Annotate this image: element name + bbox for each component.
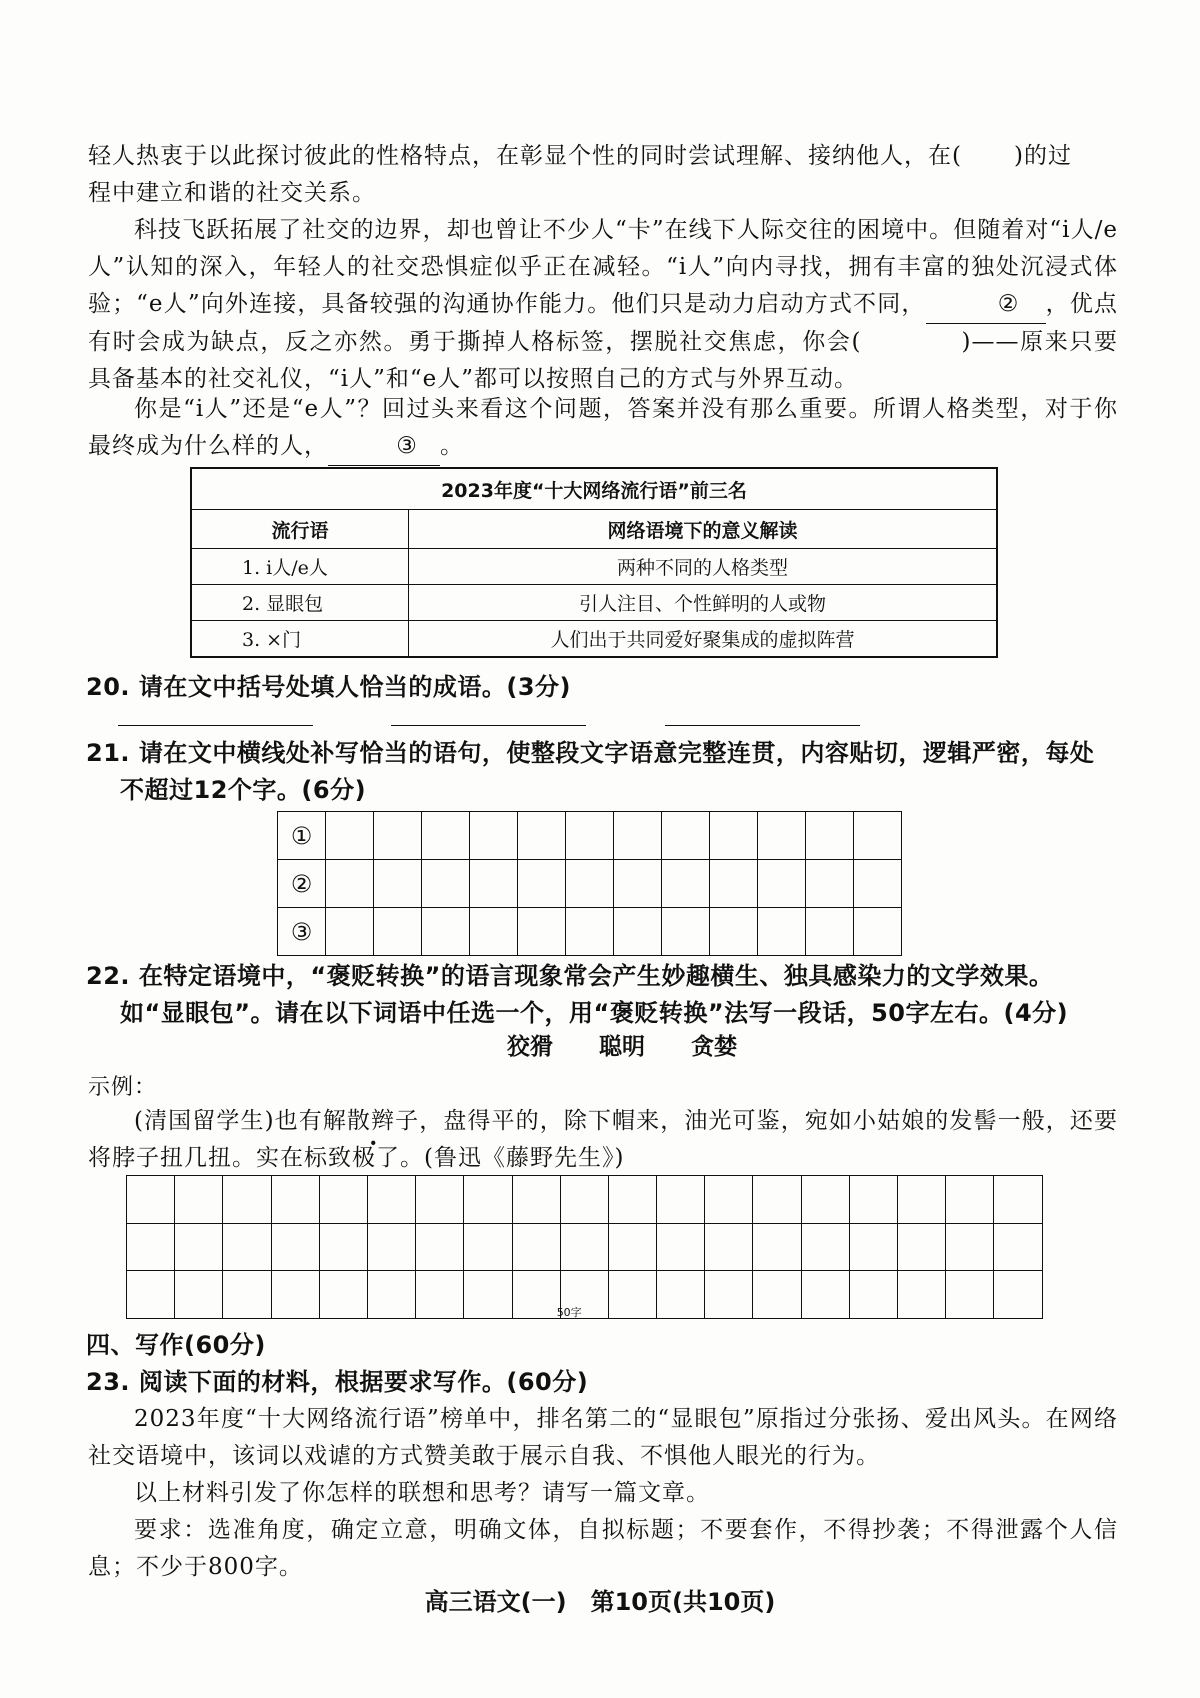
answer-cell[interactable] [946,1176,994,1224]
answer-cell[interactable] [662,860,710,908]
answer-cell[interactable] [518,812,566,860]
answer-grid-21 [277,811,902,956]
answer-cell[interactable] [127,1176,175,1224]
question-23-requirements: 要求：选准角度，确定立意，明确文体，自拟标题；不要套作，不得抄袭；不得泄露个人信息；不少于800字。 [88,1517,1118,1580]
table-cell-term: 2. 显眼包 [191,585,409,621]
answer-cell[interactable] [416,1271,464,1319]
answer-cell[interactable] [374,908,422,956]
table-cell-meaning: 人们出于共同爱好聚集成的虚拟阵营 [409,621,998,658]
example-label: 示例： [88,1075,158,1100]
buzzword-table [190,467,998,658]
table-cell-meaning: 两种不同的人格类型 [409,549,998,585]
answer-cell[interactable] [464,1176,512,1224]
answer-line-1[interactable] [118,725,313,726]
question-21 [86,735,1126,809]
answer-cell[interactable] [374,812,422,860]
answer-cell[interactable] [326,812,374,860]
answer-cell[interactable] [470,860,518,908]
answer-cell[interactable] [608,1176,656,1224]
answer-cell[interactable] [175,1176,223,1224]
answer-cell[interactable] [127,1223,175,1271]
answer-cell[interactable] [512,1271,560,1319]
question-22 [86,958,1136,1032]
answer-cell[interactable] [271,1271,319,1319]
answer-cell[interactable] [566,908,614,956]
answer-cell[interactable] [518,908,566,956]
passage-paragraph-1: 轻人热衷于以此探讨彼此的性格特点，在彰显个性的同时尝试理解、接纳他人，在( )的过 程中建立和谐的社交关系。 [88,143,1072,206]
answer-cell[interactable] [801,1176,849,1224]
answer-cell[interactable] [367,1176,415,1224]
answer-cell[interactable] [367,1223,415,1271]
grid-row [127,1223,1043,1271]
answer-cell[interactable] [898,1176,946,1224]
question-23-material: 2023年度“十大网络流行语”榜单中，排名第二的“显眼包”原指过分张扬、爱出风头。在网络社交语境中，该词以戏谑的方式赞美敢于展示自我、不惧他人眼光的行为。 [88,1406,1118,1469]
answer-cell[interactable] [271,1223,319,1271]
grid-row-label: ② [278,860,326,908]
answer-cell[interactable] [464,1223,512,1271]
word-choice: 贪婪 [691,1034,738,1060]
answer-cell[interactable] [608,1271,656,1319]
question-23-prompt: 以上材料引发了你怎样的联想和思考？请写一篇文章。 [134,1480,710,1506]
answer-line-3[interactable] [665,725,860,726]
table-row [191,549,997,585]
answer-cell[interactable] [946,1271,994,1319]
section-4-title: 四、写作(60分) [86,1331,266,1359]
answer-cell[interactable] [657,1176,705,1224]
answer-cell[interactable] [422,860,470,908]
answer-cell[interactable] [662,812,710,860]
answer-cell[interactable] [470,908,518,956]
answer-cell[interactable] [854,860,902,908]
answer-cell[interactable] [614,860,662,908]
answer-cell[interactable] [854,812,902,860]
grid-row [278,860,902,908]
table-row [191,585,997,621]
answer-cell[interactable] [753,1223,801,1271]
answer-cell[interactable] [319,1271,367,1319]
answer-cell[interactable] [422,908,470,956]
answer-cell[interactable] [994,1176,1042,1224]
word-choices [507,1028,761,1061]
answer-cell[interactable] [560,1223,608,1271]
answer-cell[interactable] [662,908,710,956]
answer-cell[interactable] [854,908,902,956]
answer-cell[interactable] [849,1271,897,1319]
answer-cell[interactable] [319,1223,367,1271]
word-choice: 狡猾 [507,1034,553,1060]
answer-cell[interactable] [710,908,758,956]
answer-cell[interactable] [326,860,374,908]
grid-row-label: ① [278,812,326,860]
answer-cell[interactable] [422,812,470,860]
table-cell-term: 3. ×门 [191,621,409,658]
answer-cell[interactable] [223,1271,271,1319]
answer-cell[interactable] [849,1176,897,1224]
answer-cell[interactable] [758,860,806,908]
answer-cell[interactable] [416,1176,464,1224]
answer-cell[interactable] [566,860,614,908]
example-text: (清国留学生)也有解散辫子，盘得平的，除下帽来，油光可鉴，宛如小姑娘的发髻一般，还要将脖子扭几扭。实在标致极了。(鲁迅《藤野先生》) [88,1108,1118,1171]
answer-cell[interactable] [753,1176,801,1224]
answer-cell[interactable] [657,1223,705,1271]
answer-cell[interactable] [705,1271,753,1319]
answer-cell[interactable] [801,1271,849,1319]
answer-cell[interactable] [657,1271,705,1319]
answer-cell[interactable] [271,1176,319,1224]
answer-cell[interactable] [806,812,854,860]
answer-cell[interactable] [758,908,806,956]
question-23-title: 23. 阅读下面的材料，根据要求写作。(60分) [86,1368,589,1396]
grid-row-label: ③ [278,908,326,956]
answer-cell[interactable] [560,1176,608,1224]
answer-cell[interactable] [374,860,422,908]
answer-cell[interactable] [175,1223,223,1271]
grid-row [127,1271,1043,1319]
word-count-mark: 50字 [556,1305,582,1319]
grid-row [278,812,902,860]
question-22-line1: 22. 在特定语境中，“褒贬转换”的语言现象常会产生妙趣横生、独具感染力的文学效果。 [86,962,1054,990]
answer-cell[interactable] [566,812,614,860]
answer-cell[interactable] [556,1271,608,1319]
answer-cell[interactable] [801,1223,849,1271]
grid-row [278,908,902,956]
answer-cell[interactable] [849,1223,897,1271]
page-footer: 高三语文(一) 第10页(共10页) [424,1588,776,1616]
answer-cell[interactable] [319,1176,367,1224]
answer-cell[interactable] [806,908,854,956]
answer-cell[interactable] [710,860,758,908]
answer-cell[interactable] [994,1271,1042,1319]
answer-cell[interactable] [898,1223,946,1271]
answer-cell[interactable] [806,860,854,908]
answer-cell[interactable] [705,1176,753,1224]
grid-row [127,1176,1043,1224]
table-cell-term: 1. i人/e人 [191,549,409,585]
answer-cell[interactable] [753,1271,801,1319]
answer-cell[interactable] [223,1223,271,1271]
question-20: 20. 请在文中括号处填人恰当的成语。(3分) [86,673,572,701]
answer-cell[interactable] [127,1271,175,1319]
answer-cell[interactable] [326,908,374,956]
word-choice: 聪明 [599,1034,646,1060]
answer-cell[interactable] [464,1271,512,1319]
answer-cell[interactable] [175,1271,223,1319]
passage-paragraph-3: 你是“i人”还是“e人”？回过头来看这个问题，答案并没有那么重要。所谓人格类型，对于你最终成为什么样的人， ③ 。 [88,391,1118,466]
question-21-line2: 不超过12个字。(6分) [120,776,367,804]
blank-2: ② [926,286,1046,324]
answer-cell[interactable] [518,860,566,908]
table-row [191,621,997,658]
answer-cell[interactable] [614,908,662,956]
question-22-line2: 如“显眼包”。请在以下词语中任选一个，用“褒贬转换”法写一段话，50字左右。(4分) [120,999,1069,1027]
table-cell-meaning: 引人注目、个性鲜明的人或物 [409,585,998,621]
answer-cell[interactable] [512,1223,560,1271]
table-caption: 2023年度“十大网络流行语”前三名 [191,468,997,510]
answer-cell[interactable] [367,1271,415,1319]
blank-3: ③ [328,428,440,466]
answer-cell[interactable] [614,812,662,860]
table-header-term: 流行语 [191,510,409,549]
answer-cell[interactable] [223,1176,271,1224]
answer-cell[interactable] [512,1176,560,1224]
answer-cell[interactable] [710,812,758,860]
answer-cell[interactable] [470,812,518,860]
answer-cell[interactable] [898,1271,946,1319]
answer-cell[interactable] [994,1223,1042,1271]
passage-paragraph-2: 科技飞跃拓展了社交的边界，却也曾让不少人“卡”在线下人际交往的困境中。但随着对“i人/e人”认知的深入，年轻人的社交恐惧症似乎正在减轻。“i人”向内寻找，拥有丰富的独处沉浸式体验；“e人”向外连接，具备较强的沟通协作能力。他们只是动力启动方式不同， ② ，优点有时会成为缺点，反之亦然。勇于撕掉人格标签，摆脱社交焦虑，你会( )——原来只要具备基本的社交礼仪，“i人”和“e人”都可以按照自己的方式与外界互动。 [88,217,1118,392]
emphasis-word: 标致 [304,1145,352,1171]
answer-cell[interactable] [946,1223,994,1271]
answer-grid-22 [126,1175,1043,1319]
answer-cell[interactable] [608,1223,656,1271]
answer-cell[interactable] [705,1223,753,1271]
answer-cell[interactable] [416,1223,464,1271]
answer-line-2[interactable] [391,725,586,726]
answer-cell[interactable] [758,812,806,860]
table-header-meaning: 网络语境下的意义解读 [409,510,998,549]
question-21-line1: 21. 请在文中横线处补写恰当的语句，使整段文字语意完整连贯，内容贴切，逻辑严密，每处 [86,739,1095,767]
